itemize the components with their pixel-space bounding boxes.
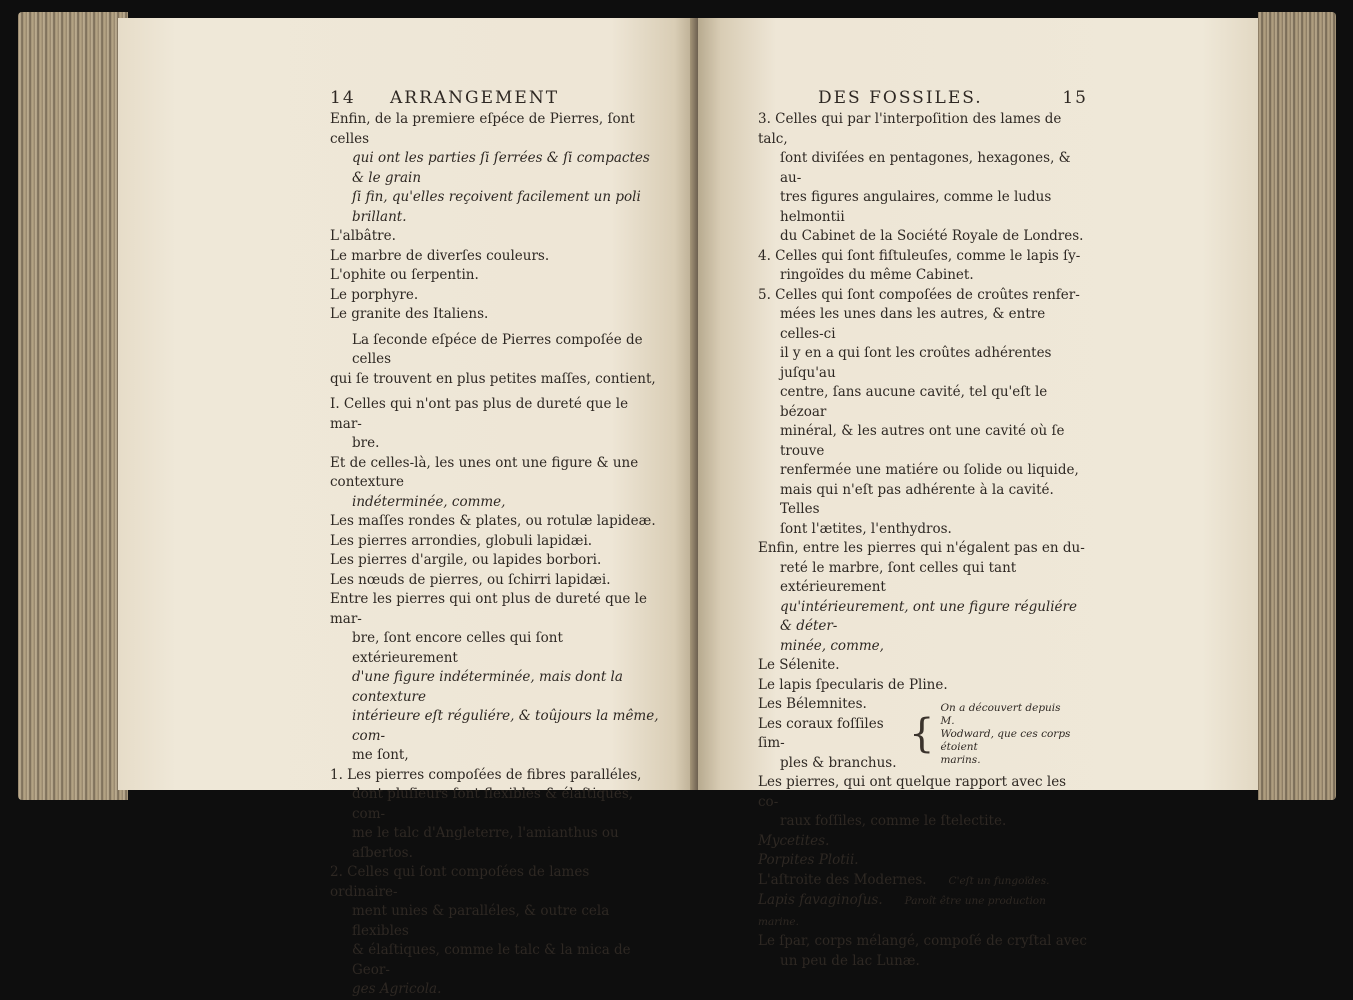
- text-line: tres figures angulaires, comme le ludus helmontii: [780, 189, 1052, 225]
- text-line: ment unies & paralléles, & outre cela flexibles: [352, 903, 610, 939]
- text-line: Le lapis ſpecularis de Pline.: [758, 676, 948, 693]
- text-line: Enfin, de la premiere eſpéce de Pierres, ſont celles: [330, 111, 635, 147]
- text-line: Mycetites.: [758, 832, 830, 849]
- text-line: centre, ſans aucune cavité, tel qu'eſt le bézoar: [780, 384, 1048, 420]
- text-line: 4. Celles qui ſont fiſtuleuſes, comme le lapis ſy-: [758, 247, 1081, 264]
- right-page-number: 15: [1062, 88, 1088, 108]
- left-running-head: [330, 86, 660, 110]
- right-page-text: [758, 86, 1088, 971]
- text-line: Enfin, entre les pierres qui n'égalent pas en du-: [758, 540, 1085, 556]
- right-page-edges: [1258, 12, 1336, 800]
- open-book: [18, 12, 1336, 997]
- text-line: Les nœuds de pierres, ou ſchirri lapidæi.: [330, 571, 611, 588]
- astroite-note: C'eſt un fungoïdes.: [948, 874, 1050, 887]
- text-line: Le marbre de diverſes couleurs.: [330, 247, 550, 264]
- text-line: La ſeconde eſpéce de Pierres compoſée de celles: [352, 331, 643, 367]
- margin-note: [940, 702, 1070, 767]
- text-line: Les pierres arrondies, globuli lapidæi.: [330, 532, 593, 549]
- right-page: [698, 18, 1258, 969]
- text-line: du Cabinet de la Société Royale de Londres.: [780, 228, 1084, 244]
- text-line: Et de celles-là, les unes ont une figure & une contexture: [330, 454, 639, 490]
- right-running-head: [758, 86, 1088, 110]
- right-running-title: DES FOSSILES.: [818, 88, 983, 108]
- text-line: un peu de lac Lunæ.: [780, 952, 920, 969]
- text-line: intérieure eſt réguliére, & toûjours la même, com-: [352, 708, 659, 744]
- text-line: qui ont les parties ſi ſerrées & ſi compactes & le grain: [352, 150, 650, 186]
- text-line: minée, comme,: [780, 637, 884, 654]
- text-line: reté le marbre, ſont celles qui tant extérieurement: [780, 559, 1017, 595]
- text-line: I. Celles qui n'ont pas plus de dureté que le mar-: [330, 396, 629, 432]
- text-line: Porpites Plotii.: [758, 852, 859, 868]
- text-line: Le ſpar, corps mélangé, compoſé de cryſtal avec: [758, 933, 1087, 949]
- text-line: Les maſſes rondes & plates, ou rotulæ lapideæ.: [330, 513, 656, 529]
- text-line: Entre les pierres qui ont plus de dureté que le mar-: [330, 591, 647, 627]
- text-line: [758, 891, 1088, 932]
- text-line: me le talc d'Angleterre, l'amianthus ou aſbertos.: [352, 825, 619, 861]
- left-running-title: ARRANGEMENT: [390, 88, 560, 108]
- text-line: L'albâtre.: [330, 228, 396, 244]
- text-line: ſont l'ætites, l'enthydros.: [780, 520, 952, 537]
- text-line: 5. Celles qui ſont compoſées de croûtes renfer-: [758, 286, 1080, 303]
- text-line: il y en a qui ſont les croûtes adhérentes juſqu'au: [780, 345, 1052, 381]
- left-page-text: [330, 86, 660, 1000]
- text-line: [758, 871, 1088, 892]
- note-line: marins.: [940, 753, 981, 766]
- text-line: mées les unes dans les autres, & entre celles-ci: [780, 306, 1046, 342]
- text-line: Le porphyre.: [330, 286, 419, 303]
- astroite-line: L'aſtroite des Modernes.: [758, 871, 927, 888]
- text-line: ges Agricola.: [352, 981, 442, 997]
- text-line: Les Bélemnites.: [758, 696, 867, 712]
- note-line: Wodward, que ces corps étoient: [940, 727, 1071, 753]
- text-line: bre, ſont encore celles qui ſont extérieurement: [352, 630, 563, 666]
- text-line: ples & branchus.: [780, 754, 897, 771]
- text-line: ringoïdes du même Cabinet.: [780, 267, 974, 283]
- text-line: Les pierres d'argile, ou lapides borbori.: [330, 552, 602, 568]
- text-line: dont pluſieurs ſont flexibles & élaſtiques, com-: [352, 786, 634, 822]
- text-line: & élaſtiques, comme le talc & la mica de Geor-: [352, 942, 631, 978]
- text-line: Les pierres, qui ont quelque rapport avec les co-: [758, 774, 1067, 810]
- text-line: indéterminée, comme,: [352, 493, 506, 510]
- text-line: me ſont,: [352, 747, 409, 763]
- text-line: bre.: [352, 435, 380, 451]
- text-line: qu'intérieurement, ont une figure réguliére & déter-: [780, 598, 1077, 634]
- text-line: Les coraux foſſiles ſim-: [758, 715, 884, 751]
- text-line: Le Sélenite.: [758, 657, 840, 673]
- left-page-number: 14: [330, 88, 356, 108]
- text-line: 2. Celles qui ſont compoſées de lames ordinaire-: [330, 864, 590, 900]
- text-line: mais qui n'eſt pas adhérente à la cavité. Telles: [780, 481, 1054, 517]
- text-line: minéral, & les autres ont une cavité où ſe trouve: [780, 423, 1065, 459]
- text-line: Le granite des Italiens.: [330, 306, 489, 322]
- text-line: 3. Celles qui par l'interpoſition des lames de talc,: [758, 111, 1062, 147]
- favaginosus-line: Lapis favaginoſus.: [758, 892, 883, 908]
- favaginosus-note: Paroît être une production marine.: [758, 895, 1046, 928]
- belemnites-group: [758, 695, 1088, 773]
- text-line: raux foſſiles, comme le ſtelectite.: [780, 813, 1007, 829]
- text-line: renfermée une matiére ou ſolide ou liquide,: [780, 462, 1079, 478]
- note-line: On a découvert depuis M.: [940, 701, 1061, 727]
- text-line: qui ſe trouvent en plus petites maſſes, contient,: [330, 370, 656, 387]
- text-line: d'une figure indéterminée, mais dont la contexture: [352, 669, 623, 705]
- left-page: [118, 18, 698, 997]
- text-line: ſi fin, qu'elles reçoivent facilement un poli brillant.: [352, 189, 641, 225]
- text-line: L'ophite ou ſerpentin.: [330, 267, 479, 283]
- text-line: ſont diviſées en pentagones, hexagones, & au-: [780, 150, 1071, 186]
- text-line: 1. Les pierres compoſées de fibres paralléles,: [330, 766, 642, 783]
- curly-brace-icon: {: [909, 711, 935, 757]
- left-page-edges: [18, 12, 128, 800]
